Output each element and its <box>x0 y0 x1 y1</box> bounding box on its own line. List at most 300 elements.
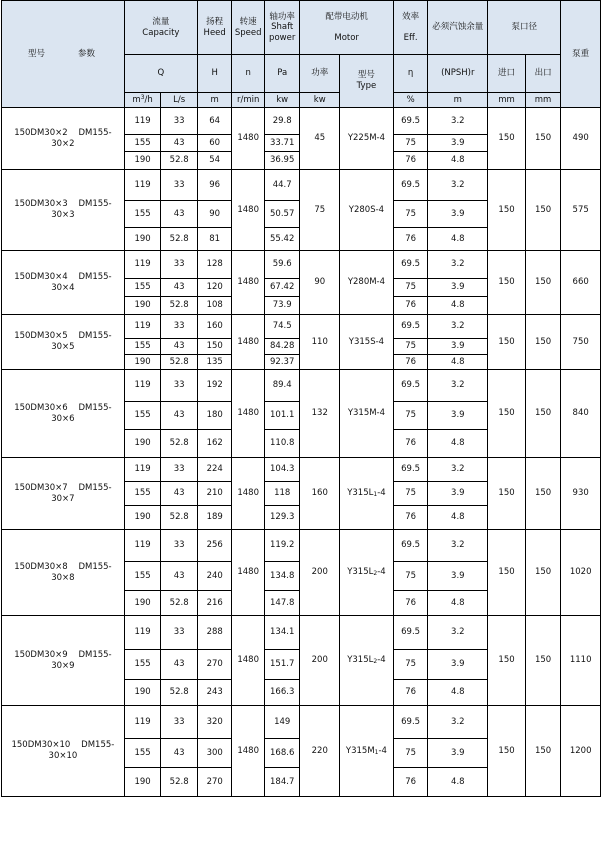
pump-spec-table <box>1 0 601 797</box>
inlet-cell: 150 <box>488 706 526 797</box>
flow-m3h-cell: 155 <box>124 562 161 591</box>
table-row <box>2 530 601 562</box>
flow-m3h-cell: 155 <box>124 650 161 680</box>
shaft-en-label-1: Shaft <box>271 22 294 33</box>
head-cell: 224 <box>197 458 232 482</box>
pump-model-line-2: DM155- <box>78 402 112 413</box>
flow-ls-cell: 43 <box>161 279 198 297</box>
npsh-cell: 3.9 <box>428 201 488 228</box>
flow-m3h-cell: 155 <box>124 339 161 355</box>
motor-type-cell <box>340 370 394 458</box>
flow-m3h-cell: 190 <box>124 228 161 251</box>
flow-ls-cell: 52.8 <box>161 506 198 530</box>
motor-type-suffix: -4 <box>377 488 386 499</box>
unit-ls: L/s <box>161 93 198 108</box>
outlet-cell: 150 <box>525 706 561 797</box>
npsh-cell: 4.8 <box>428 768 488 797</box>
npsh-cell: 3.2 <box>428 370 488 402</box>
flow-m3h-cell: 155 <box>124 482 161 506</box>
pump-model-line-2: DM155- <box>78 271 112 282</box>
efficiency-cell: 69.5 <box>393 616 428 650</box>
pump-model <box>2 170 125 251</box>
flow-ls-cell: 52.8 <box>161 228 198 251</box>
motor-cn-label: 配带电动机 <box>325 11 368 22</box>
motor-type-main: Y315L <box>347 655 374 666</box>
motor-type-main: Y315M <box>345 745 375 756</box>
flow-m3h-cell: 119 <box>124 458 161 482</box>
flow-ls-cell: 52.8 <box>161 680 198 706</box>
motor-type-cell <box>340 251 394 315</box>
shaft-power-cell: 119.2 <box>264 530 300 562</box>
speed-cell: 1480 <box>232 458 264 530</box>
flow-m3h-cell: 190 <box>124 591 161 616</box>
pump-model-line-1: 150DM30×2 <box>14 127 68 138</box>
efficiency-cell: 69.5 <box>393 706 428 739</box>
shaft-power-cell: 149 <box>264 706 300 739</box>
motor-type-main: Y280M-4 <box>347 277 386 288</box>
flow-ls-cell: 52.8 <box>161 297 198 315</box>
flow-ls-cell: 33 <box>161 108 198 135</box>
inlet-cell: 150 <box>488 370 526 458</box>
motor-power-cell: 220 <box>300 706 340 797</box>
outlet-cell: 150 <box>525 458 561 530</box>
flow-m3h-cell: 190 <box>124 430 161 458</box>
npsh-cell: 4.8 <box>428 680 488 706</box>
flow-cn-label: 流量 <box>152 16 170 27</box>
efficiency-cell: 76 <box>393 430 428 458</box>
pump-model <box>2 251 125 315</box>
pump-model <box>2 108 125 170</box>
flow-ls-cell: 33 <box>161 251 198 279</box>
model-header-label: 型号 <box>28 49 46 59</box>
npsh-cell: 3.2 <box>428 251 488 279</box>
flow-ls-cell: 52.8 <box>161 430 198 458</box>
efficiency-cell: 76 <box>393 768 428 797</box>
head-cell: 162 <box>197 430 232 458</box>
pump-model-line-1: 150DM30×6 <box>14 402 68 413</box>
head-en-label: Heed <box>203 27 226 38</box>
npsh-cell: 3.2 <box>428 458 488 482</box>
efficiency-cell: 69.5 <box>393 530 428 562</box>
shaft-power-cell: 74.5 <box>264 315 300 339</box>
efficiency-cell: 75 <box>393 402 428 430</box>
speed-cell: 1480 <box>232 370 264 458</box>
flow-header <box>124 1 197 55</box>
flow-m3h-cell: 119 <box>124 530 161 562</box>
shaft-power-cell: 151.7 <box>264 650 300 680</box>
outlet-cell: 150 <box>525 370 561 458</box>
unit-m-head: m <box>197 93 232 108</box>
motor-type-main: Y315L <box>347 567 374 578</box>
motor-type-subscript: 2 <box>373 570 378 578</box>
weight-header: 泵重 <box>561 1 601 108</box>
motor-type-main: Y315M-4 <box>347 408 386 419</box>
motor-type-header <box>340 55 394 108</box>
npsh-cell: 4.8 <box>428 591 488 616</box>
npsh-cell: 3.2 <box>428 108 488 135</box>
speed-cell: 1480 <box>232 530 264 616</box>
table-row <box>2 170 601 201</box>
shaft-power-cell: 184.7 <box>264 768 300 797</box>
motor-power-label: 功率 <box>300 55 340 93</box>
npsh-symbol: (NPSH)r <box>428 55 488 93</box>
motor-type-en-label: Type <box>356 81 377 91</box>
speed-cell: 1480 <box>232 616 264 706</box>
head-cell: 54 <box>197 152 232 170</box>
pump-model-line-3: 30×4 <box>51 282 75 293</box>
shaft-power-cell: 50.57 <box>264 201 300 228</box>
pump-model-line-3: 30×3 <box>51 210 75 220</box>
motor-type-main: Y315S-4 <box>348 336 385 347</box>
flow-ls-cell: 43 <box>161 650 198 680</box>
shaft-power-cell: 104.3 <box>264 458 300 482</box>
inlet-cell: 150 <box>488 170 526 251</box>
npsh-cell: 3.9 <box>428 739 488 768</box>
inlet-cell: 150 <box>488 616 526 706</box>
motor-type-subscript: 1 <box>374 748 379 756</box>
shaft-power-cell: 134.8 <box>264 562 300 591</box>
head-cell: 189 <box>197 506 232 530</box>
inlet-cell: 150 <box>488 315 526 370</box>
flow-ls-cell: 33 <box>161 315 198 339</box>
npsh-cell: 3.9 <box>428 402 488 430</box>
table-row <box>2 458 601 482</box>
head-cell: 300 <box>197 739 232 768</box>
head-cell: 180 <box>197 402 232 430</box>
speed-cell: 1480 <box>232 251 264 315</box>
shaft-power-cell: 67.42 <box>264 279 300 297</box>
shaft-power-cell: 73.9 <box>264 297 300 315</box>
motor-type-main: Y280S-4 <box>348 204 385 215</box>
pump-model <box>2 530 125 616</box>
unit-m3h-base: m <box>132 95 141 106</box>
speed-cn-label: 转速 <box>239 16 257 27</box>
pump-model-line-2: DM155- <box>78 331 112 342</box>
pump-spec-body <box>2 108 601 797</box>
head-cell: 90 <box>197 201 232 228</box>
flow-m3h-cell: 190 <box>124 297 161 315</box>
flow-ls-cell: 33 <box>161 530 198 562</box>
shaft-power-cell: 36.95 <box>264 152 300 170</box>
shaft-power-cell: 101.1 <box>264 402 300 430</box>
flow-m3h-cell: 190 <box>124 680 161 706</box>
pump-model <box>2 370 125 458</box>
eta-symbol: η <box>393 55 428 93</box>
efficiency-cell: 75 <box>393 135 428 152</box>
shaft-power-cell: 166.3 <box>264 680 300 706</box>
efficiency-cell: 69.5 <box>393 251 428 279</box>
outlet-cell: 150 <box>525 616 561 706</box>
eff-en-label: Eff. <box>403 32 418 43</box>
shaft-en-label-2: power <box>269 32 296 43</box>
flow-m3h-cell: 119 <box>124 616 161 650</box>
flow-en-label: Capacity <box>142 27 180 38</box>
flow-ls-cell: 33 <box>161 170 198 201</box>
speed-en-label: Speed <box>234 27 262 38</box>
head-cell: 96 <box>197 170 232 201</box>
efficiency-cell: 69.5 <box>393 108 428 135</box>
motor-power-cell: 110 <box>300 315 340 370</box>
motor-type-cn-label: 型号 <box>357 70 375 81</box>
npsh-cell: 3.9 <box>428 482 488 506</box>
flow-ls-cell: 33 <box>161 370 198 402</box>
efficiency-cell: 76 <box>393 591 428 616</box>
motor-type-suffix: -4 <box>377 567 386 578</box>
motor-type-cell <box>340 616 394 706</box>
flow-ls-cell: 33 <box>161 458 198 482</box>
efficiency-cell: 75 <box>393 339 428 355</box>
flow-m3h-cell: 190 <box>124 355 161 370</box>
flow-ls-cell: 33 <box>161 706 198 739</box>
weight-cell: 840 <box>561 370 601 458</box>
shaft-power-cell: 33.71 <box>264 135 300 152</box>
table-row <box>2 616 601 650</box>
npsh-cell: 4.8 <box>428 430 488 458</box>
flow-ls-cell: 43 <box>161 482 198 506</box>
efficiency-cell: 76 <box>393 152 428 170</box>
unit-kw-shaft: kw <box>264 93 300 108</box>
shaft-power-cell: 92.37 <box>264 355 300 370</box>
table-row <box>2 370 601 402</box>
inlet-cell: 150 <box>488 108 526 170</box>
efficiency-cell: 76 <box>393 297 428 315</box>
flow-m3h-cell: 155 <box>124 279 161 297</box>
pump-model-line-2: DM155- <box>78 199 112 210</box>
shaft-power-cell: 134.1 <box>264 616 300 650</box>
efficiency-cell: 69.5 <box>393 370 428 402</box>
inlet-cell: 150 <box>488 530 526 616</box>
flow-ls-cell: 52.8 <box>161 768 198 797</box>
pump-model-line-2: DM155- <box>78 649 112 660</box>
npsh-header: 必须汽蚀余量 <box>428 1 488 55</box>
head-cell: 64 <box>197 108 232 135</box>
pump-model-line-1: 150DM30×4 <box>14 271 68 282</box>
pump-model-line-2: DM155- <box>81 740 115 751</box>
head-cn-label: 扬程 <box>206 16 224 27</box>
inlet-cell: 150 <box>488 458 526 530</box>
motor-type-cell <box>340 170 394 251</box>
flow-m3h-cell: 155 <box>124 402 161 430</box>
unit-kw-motor: kw <box>300 93 340 108</box>
speed-cell: 1480 <box>232 108 264 170</box>
motor-type-cell <box>340 108 394 170</box>
head-cell: 210 <box>197 482 232 506</box>
inlet-cell: 150 <box>488 251 526 315</box>
unit-m3h-tail: /h <box>144 95 153 106</box>
flow-m3h-cell: 155 <box>124 739 161 768</box>
motor-power-cell: 90 <box>300 251 340 315</box>
motor-type-main: Y315L <box>347 488 374 499</box>
shaft-power-cell: 129.3 <box>264 506 300 530</box>
outlet-cell: 150 <box>525 530 561 616</box>
shaft-power-cell: 118 <box>264 482 300 506</box>
head-cell: 150 <box>197 339 232 355</box>
eff-cn-label: 效率 <box>402 11 420 22</box>
flow-ls-cell: 43 <box>161 339 198 355</box>
efficiency-cell: 76 <box>393 680 428 706</box>
shaft-cn-label: 轴功率 <box>269 11 295 22</box>
head-cell: 108 <box>197 297 232 315</box>
pump-model-line-3: 30×2 <box>51 138 75 149</box>
head-cell: 270 <box>197 768 232 797</box>
pa-symbol: Pa <box>264 55 300 93</box>
unit-m-npsh: m <box>428 93 488 108</box>
shaft-power-cell: 44.7 <box>264 170 300 201</box>
outlet-cell: 150 <box>525 315 561 370</box>
unit-mm-outlet: mm <box>525 93 561 108</box>
motor-type-cell <box>340 530 394 616</box>
shaft-power-cell: 168.6 <box>264 739 300 768</box>
speed-cell: 1480 <box>232 315 264 370</box>
efficiency-cell: 75 <box>393 482 428 506</box>
motor-power-cell: 160 <box>300 458 340 530</box>
model-param-header <box>2 1 125 108</box>
npsh-cell: 3.2 <box>428 706 488 739</box>
efficiency-cell: 76 <box>393 506 428 530</box>
efficiency-cell: 69.5 <box>393 170 428 201</box>
bore-header: 泵口径 <box>488 1 561 55</box>
pump-model-line-1: 150DM30×7 <box>14 482 68 493</box>
npsh-cell: 4.8 <box>428 152 488 170</box>
outlet-cell: 150 <box>525 251 561 315</box>
pump-model <box>2 616 125 706</box>
flow-m3h-cell: 155 <box>124 135 161 152</box>
head-cell: 243 <box>197 680 232 706</box>
efficiency-cell: 75 <box>393 562 428 591</box>
flow-ls-cell: 43 <box>161 135 198 152</box>
npsh-cell: 4.8 <box>428 228 488 251</box>
table-row <box>2 315 601 339</box>
npsh-cell: 4.8 <box>428 355 488 370</box>
pump-model-line-1: 150DM30×8 <box>14 561 68 572</box>
head-cell: 128 <box>197 251 232 279</box>
motor-type-suffix: -4 <box>378 745 387 756</box>
pump-model-line-3: 30×9 <box>51 660 75 671</box>
npsh-cell: 4.8 <box>428 297 488 315</box>
efficiency-cell: 75 <box>393 739 428 768</box>
unit-percent: % <box>393 93 428 108</box>
motor-power-cell: 75 <box>300 170 340 251</box>
npsh-cell: 3.2 <box>428 315 488 339</box>
shaft-power-cell: 29.8 <box>264 108 300 135</box>
shaft-power-cell: 59.6 <box>264 251 300 279</box>
h-symbol: H <box>197 55 232 93</box>
motor-power-cell: 132 <box>300 370 340 458</box>
outlet-cell: 150 <box>525 108 561 170</box>
pump-model-line-2: DM155- <box>78 561 112 572</box>
motor-type-suffix: -4 <box>377 655 386 666</box>
shaft-power-cell: 147.8 <box>264 591 300 616</box>
speed-header <box>232 1 264 55</box>
shaft-power-cell: 89.4 <box>264 370 300 402</box>
flow-m3h-cell: 190 <box>124 152 161 170</box>
npsh-cell: 3.2 <box>428 170 488 201</box>
flow-ls-cell: 52.8 <box>161 591 198 616</box>
motor-type-main: Y225M-4 <box>347 133 386 144</box>
pump-model-line-3: 30×5 <box>51 342 75 352</box>
flow-m3h-cell: 155 <box>124 201 161 228</box>
motor-power-cell: 45 <box>300 108 340 170</box>
efficiency-cell: 75 <box>393 650 428 680</box>
motor-type-subscript: 1 <box>373 491 378 499</box>
head-cell: 288 <box>197 616 232 650</box>
pump-model-line-1: 150DM30×5 <box>14 331 68 342</box>
motor-type-cell <box>340 458 394 530</box>
flow-m3h-cell: 190 <box>124 768 161 797</box>
pump-model-line-3: 30×10 <box>48 751 78 761</box>
head-cell: 320 <box>197 706 232 739</box>
param-header-label: 参数 <box>78 49 96 59</box>
flow-ls-cell: 33 <box>161 616 198 650</box>
outlet-label: 出口 <box>525 55 561 93</box>
weight-cell: 490 <box>561 108 601 170</box>
pump-model <box>2 706 125 797</box>
weight-cell: 930 <box>561 458 601 530</box>
weight-cell: 1200 <box>561 706 601 797</box>
pump-model-line-1: 150DM30×3 <box>14 199 68 210</box>
weight-cell: 1110 <box>561 616 601 706</box>
pump-model-line-3: 30×7 <box>51 493 75 504</box>
unit-rpm: r/min <box>232 93 264 108</box>
efficiency-cell: 76 <box>393 228 428 251</box>
shaft-power-cell: 84.28 <box>264 339 300 355</box>
npsh-cell: 3.9 <box>428 279 488 297</box>
motor-en-label: Motor <box>334 32 359 43</box>
flow-m3h-cell: 119 <box>124 370 161 402</box>
efficiency-cell: 75 <box>393 201 428 228</box>
unit-m3h <box>124 93 161 108</box>
npsh-cell: 3.9 <box>428 650 488 680</box>
flow-ls-cell: 52.8 <box>161 152 198 170</box>
npsh-cell: 4.8 <box>428 506 488 530</box>
flow-m3h-cell: 119 <box>124 170 161 201</box>
weight-cell: 1020 <box>561 530 601 616</box>
npsh-cell: 3.2 <box>428 530 488 562</box>
efficiency-cell: 69.5 <box>393 458 428 482</box>
head-cell: 256 <box>197 530 232 562</box>
weight-cell: 575 <box>561 170 601 251</box>
flow-ls-cell: 43 <box>161 201 198 228</box>
outlet-cell: 150 <box>525 170 561 251</box>
npsh-cell: 3.9 <box>428 135 488 152</box>
flow-m3h-cell: 119 <box>124 251 161 279</box>
flow-ls-cell: 43 <box>161 562 198 591</box>
motor-type-subscript: 2 <box>373 658 378 666</box>
shaft-power-cell: 110.8 <box>264 430 300 458</box>
head-cell: 60 <box>197 135 232 152</box>
weight-cell: 750 <box>561 315 601 370</box>
unit-m3h-sup: 3 <box>140 94 145 102</box>
weight-cell: 660 <box>561 251 601 315</box>
head-cell: 81 <box>197 228 232 251</box>
pump-model-line-3: 30×6 <box>51 413 75 424</box>
motor-type-cell <box>340 706 394 797</box>
head-cell: 270 <box>197 650 232 680</box>
motor-header <box>300 1 393 55</box>
n-symbol: n <box>232 55 264 93</box>
npsh-cell: 3.9 <box>428 562 488 591</box>
pump-model-line-2: DM155- <box>78 482 112 493</box>
pump-model-line-3: 30×8 <box>51 572 75 583</box>
efficiency-cell: 75 <box>393 279 428 297</box>
efficiency-cell: 69.5 <box>393 315 428 339</box>
motor-power-cell: 200 <box>300 616 340 706</box>
pump-model-line-1: 150DM30×10 <box>11 740 71 751</box>
pump-model <box>2 458 125 530</box>
pump-model <box>2 315 125 370</box>
flow-ls-cell: 43 <box>161 739 198 768</box>
head-cell: 160 <box>197 315 232 339</box>
